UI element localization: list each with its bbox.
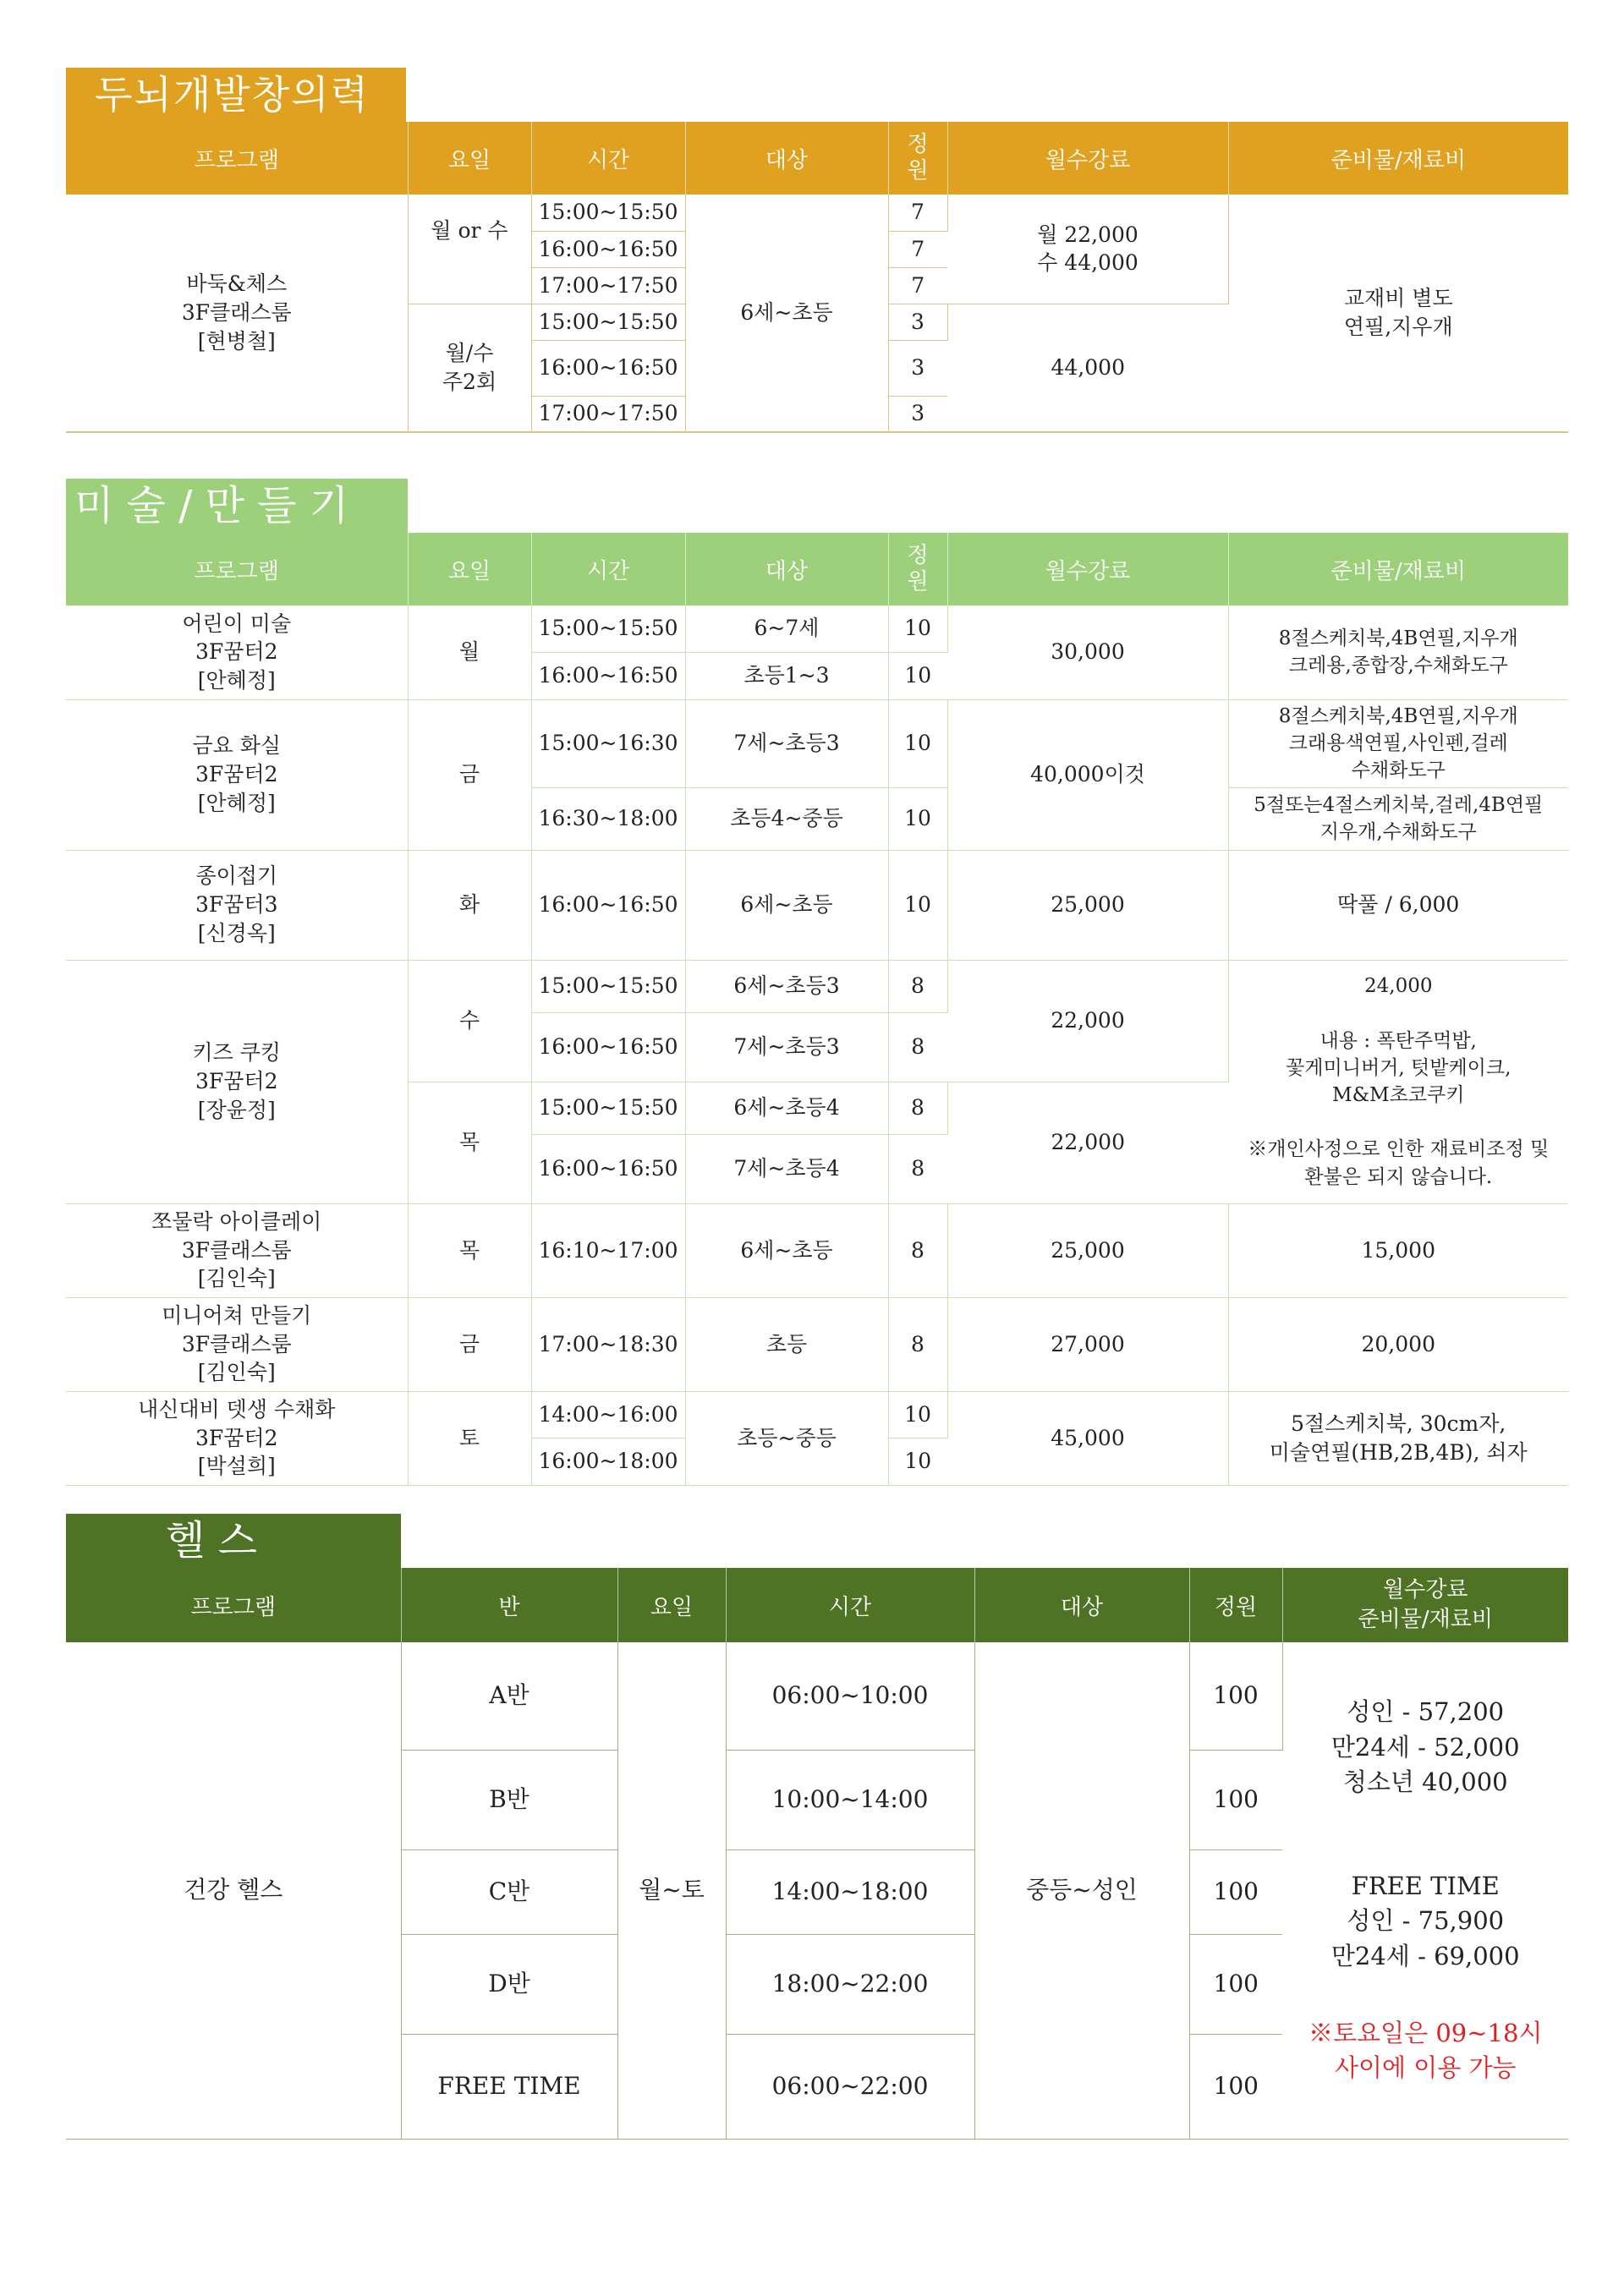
program-name: 종이접기 3F꿈터3 [신경옥] [66,850,408,960]
target-cell: 중등~성인 [974,1642,1189,2139]
day-cell: 금 [408,1297,531,1391]
header-target: 대상 [685,122,888,195]
target-cell: 7세~초등4 [685,1134,888,1203]
time-cell: 17:00~17:50 [531,396,685,432]
day-cell: 목 [408,1203,531,1297]
day-cell: 목 [408,1082,531,1203]
target-cell: 초등~중등 [685,1391,888,1485]
header-day: 요일 [617,1568,726,1642]
header-day: 요일 [408,122,531,195]
day-cell: 금 [408,699,531,850]
header-capacity: 정 원 [888,122,947,195]
capacity-cell: 100 [1189,2034,1282,2139]
time-cell: 16:00~18:00 [531,1438,685,1485]
art-table [66,533,1568,1486]
time-cell: 17:00~17:50 [531,267,685,304]
target-cell: 초등4~중등 [685,787,888,850]
time-cell: 16:10~17:00 [531,1203,685,1297]
time-cell: 15:00~15:50 [531,606,685,652]
program-name: 어린이 미술 3F꿈터2 [안혜정] [66,606,408,699]
header-fee-materials: 월수강료 준비물/재료비 [1282,1568,1568,1642]
program-name: 쪼물락 아이클레이 3F클래스룸 [김인숙] [66,1203,408,1297]
header-program: 프로그램 [66,122,408,195]
day-cell: 수 [408,960,531,1082]
target-cell: 6세~초등3 [685,960,888,1012]
target-cell: 초등 [685,1297,888,1391]
capacity-cell: 8 [888,1012,947,1082]
time-cell: 18:00~22:00 [726,1934,974,2034]
time-cell: 06:00~10:00 [726,1642,974,1750]
fee-cell: 25,000 [947,1203,1228,1297]
section-art [66,479,1568,1486]
fee-cell: 44,000 [947,304,1228,432]
brain-table [66,122,1568,433]
header-class: 반 [401,1568,617,1642]
target-cell: 6~7세 [685,606,888,652]
header-capacity: 정원 [1189,1568,1282,1642]
header-fee: 월수강료 [947,122,1228,195]
day-cell: 월/수 주2회 [408,304,531,432]
section-title-health: 헬 스 [66,1514,401,1568]
program-name: 금요 화실 3F꿈터2 [안혜정] [66,699,408,850]
fee-materials-cell [1282,1642,1568,2139]
time-cell: 16:00~16:50 [531,231,685,267]
header-capacity: 정 원 [888,533,947,606]
day-cell: 월 [408,606,531,699]
header-program: 프로그램 [66,1568,401,1642]
program-name: 바둑&체스 3F클래스룸 [현병철] [66,195,408,432]
saturday-note: ※토요일은 09~18시 사이에 이용 가능 [1309,2018,1543,2082]
time-cell: 16:00~16:50 [531,652,685,699]
fee-cell: 월 22,000 수 44,000 [947,195,1228,304]
time-cell: 06:00~22:00 [726,2034,974,2139]
fee-text: 성인 - 57,200 만24세 - 52,000 청소년 40,000 FREE TIME 성인 - 75,900 만24세 - 69,000 [1330,1697,1520,1970]
class-cell: A반 [401,1642,617,1750]
materials-cell: 8절스케치북,4B연필,지우개 크래용색연필,사인펜,걸레 수채화도구 [1228,699,1568,787]
materials-cell: 5절또는4절스케치북,걸레,4B연필 지우개,수채화도구 [1228,787,1568,850]
materials-cell: 8절스케치북,4B연필,지우개 크레용,종합장,수채화도구 [1228,606,1568,699]
capacity-cell: 10 [888,699,947,787]
time-cell: 15:00~16:30 [531,699,685,787]
capacity-cell: 10 [888,850,947,960]
capacity-cell: 7 [888,231,947,267]
fee-cell: 40,000이것 [947,699,1228,850]
fee-spacer [1287,1974,1566,2016]
class-cell: C반 [401,1849,617,1934]
capacity-cell: 8 [888,960,947,1012]
capacity-cell: 7 [888,267,947,304]
day-cell: 토 [408,1391,531,1485]
header-materials: 준비물/재료비 [1228,122,1568,195]
class-cell: D반 [401,1934,617,2034]
capacity-cell: 100 [1189,1934,1282,2034]
capacity-cell: 3 [888,396,947,432]
capacity-cell: 100 [1189,1642,1282,1750]
capacity-cell: 100 [1189,1750,1282,1849]
section-health [66,1514,1568,2140]
capacity-cell: 10 [888,652,947,699]
program-name: 키즈 쿠킹 3F꿈터2 [장윤정] [66,960,408,1203]
time-cell: 15:00~15:50 [531,304,685,340]
header-time: 시간 [726,1568,974,1642]
capacity-cell: 8 [888,1297,947,1391]
time-cell: 16:00~16:50 [531,1012,685,1082]
header-materials: 준비물/재료비 [1228,533,1568,606]
time-cell: 15:00~15:50 [531,195,685,231]
fee-cell: 22,000 [947,1082,1228,1203]
program-name: 건강 헬스 [66,1642,401,2139]
time-cell: 16:00~16:50 [531,850,685,960]
header-time: 시간 [531,533,685,606]
header-time: 시간 [531,122,685,195]
fee-cell: 25,000 [947,850,1228,960]
capacity-cell: 8 [888,1082,947,1134]
capacity-cell: 7 [888,195,947,231]
day-cell: 월 or 수 [408,195,531,304]
target-cell: 6세~초등4 [685,1082,888,1134]
capacity-cell: 100 [1189,1849,1282,1934]
target-cell: 6세~초등 [685,195,888,432]
materials-cell: 15,000 [1228,1203,1568,1297]
capacity-cell: 3 [888,304,947,340]
time-cell: 10:00~14:00 [726,1750,974,1849]
target-cell: 7세~초등3 [685,699,888,787]
header-target: 대상 [685,533,888,606]
class-cell: FREE TIME [401,2034,617,2139]
program-name: 미니어쳐 만들기 3F클래스룸 [김인숙] [66,1297,408,1391]
capacity-cell: 10 [888,787,947,850]
time-cell: 16:00~16:50 [531,340,685,396]
header-day: 요일 [408,533,531,606]
fee-cell: 27,000 [947,1297,1228,1391]
header-program: 프로그램 [66,533,408,606]
materials-cell: 20,000 [1228,1297,1568,1391]
section-brain [66,68,1568,433]
time-cell: 15:00~15:50 [531,1082,685,1134]
section-title-art: 미 술 / 만 들 기 [66,479,408,533]
time-cell: 16:00~16:50 [531,1134,685,1203]
day-cell: 월~토 [617,1642,726,2139]
health-table [66,1568,1568,2140]
capacity-cell: 8 [888,1134,947,1203]
header-fee: 월수강료 [947,533,1228,606]
materials-cell: 24,000 내용 : 폭탄주먹밥, 꽃게미니버거, 텃밭케이크, M&M초코쿠키 ※개인사정으로 인한 재료비조정 및 환불은 되지 않습니다. [1228,960,1568,1203]
target-cell: 6세~초등 [685,850,888,960]
time-cell: 14:00~16:00 [531,1391,685,1438]
time-cell: 15:00~15:50 [531,960,685,1012]
target-cell: 6세~초등 [685,1203,888,1297]
materials-cell: 딱풀 / 6,000 [1228,850,1568,960]
fee-cell: 45,000 [947,1391,1228,1485]
time-cell: 14:00~18:00 [726,1849,974,1934]
capacity-cell: 8 [888,1203,947,1297]
day-cell: 화 [408,850,531,960]
capacity-cell: 3 [888,340,947,396]
class-cell: B반 [401,1750,617,1849]
capacity-cell: 10 [888,606,947,652]
time-cell: 17:00~18:30 [531,1297,685,1391]
section-title-brain: 두뇌개발창의력 [66,68,406,122]
capacity-cell: 10 [888,1391,947,1438]
fee-cell: 22,000 [947,960,1228,1082]
materials-cell: 5절스케치북, 30cm자, 미술연필(HB,2B,4B), 쇠자 [1228,1391,1568,1485]
program-name: 내신대비 뎃생 수채화 3F꿈터2 [박설희] [66,1391,408,1485]
time-cell: 16:30~18:00 [531,787,685,850]
fee-cell: 30,000 [947,606,1228,699]
header-target: 대상 [974,1568,1189,1642]
materials-cell: 교재비 별도 연필,지우개 [1228,195,1568,432]
target-cell: 7세~초등3 [685,1012,888,1082]
capacity-cell: 10 [888,1438,947,1485]
target-cell: 초등1~3 [685,652,888,699]
